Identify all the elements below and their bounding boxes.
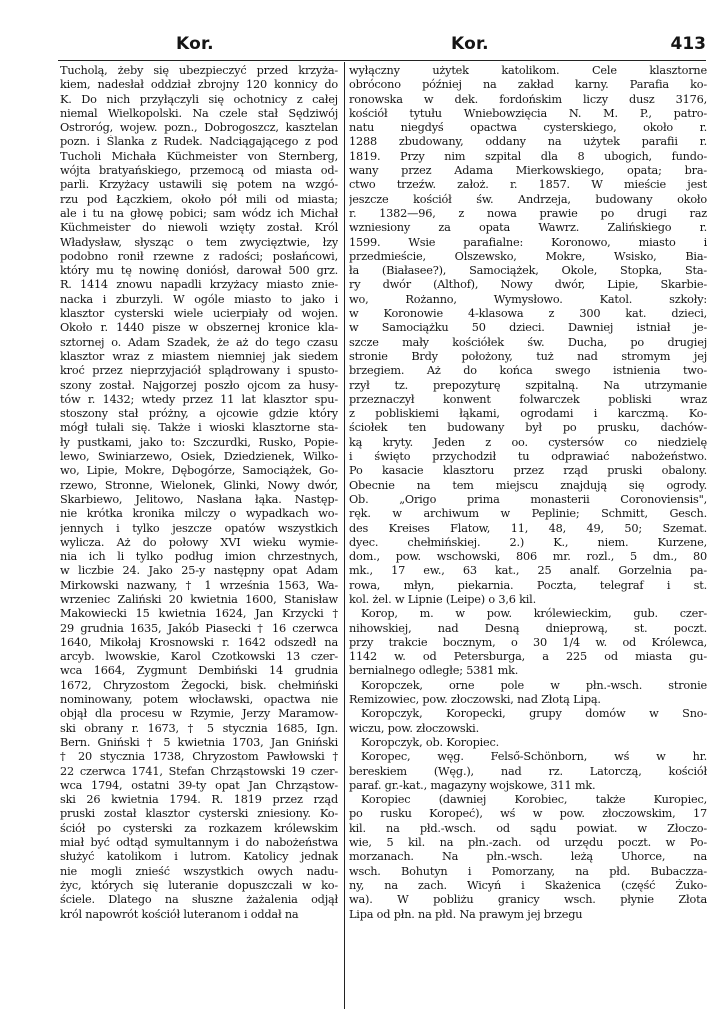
text-line: ręk. w archiwum w Peplinie; Schmitt, Gesch. [349,507,707,521]
text-line: rzył tz. prepozyturę szpitalną. Na utrzymanie [349,378,707,392]
page-number: 413 [670,34,706,54]
text-line: podobno ronił rzewne z radości; posłańcowi, [60,249,338,263]
header-rule [58,60,706,61]
running-head-right: Kor. [451,34,489,54]
text-line: r. 1382—96, z nowa prawie po drugi raz [349,206,707,220]
text-line: wiczu, pow. złoczowski. [349,721,479,735]
text-line: 1288 zbudowany, oddany na użytek parafii r. [349,135,707,149]
text-line: i święto przychodził tu odprawiać nabożeństwo. [349,450,707,464]
text-line: jeszcze kościół św. Andrzeja, budowany około [349,192,707,206]
text-line: nihowskiej, nad Desną dnieprową, st. poczt. [349,621,707,635]
text-line: który mu tę nowinę doniósł, darował 500 grz. [60,264,338,278]
text-line: w Koronowie 4-klasowa z 300 kat. dzieci, [349,307,707,321]
text-line: ctwo trzeźw. założ. r. 1857. W mieście jest [349,178,707,192]
text-line: ry dwór (Althof), Nowy dwór, Lipie, Skarbie- [349,278,707,292]
text-line: ła (Białasee?), Samociążek, Okole, Stopka, Sta- [349,264,707,278]
text-line: Ostroróg, wojew. pozn., Dobrogoszcz, kasztelan [60,121,338,135]
text-line: niemal Wielkopolski. Na czele stał Sędziwój [60,106,338,120]
text-line: w Samociążku 50 dzieci. Dawniej istniał je- [349,321,707,335]
text-line: rowa, młyn, piekarnia. Poczta, telegraf i st. [349,578,707,592]
text-line: Bern. Gniński † 5 kwietnia 1703, Jan Gniński [60,735,338,749]
text-line: miał być odtąd symultannym i do nabożeństwa [60,836,338,850]
text-line: Obecnie na tem miejscu znajdują się ogrody. [349,478,707,492]
text-line: bereskiem (Węg.), nad rz. Latorczą, kościół [349,764,707,778]
text-line: nia ich li tylko podług imion chrzestnych, [60,550,338,564]
text-line: wylicza. Aż do połowy XVI wieku wymie- [60,535,338,549]
text-line: des Kreises Flatow, 11, 48, 49, 50; Szemat. [349,521,707,535]
text-line: Lipa od płn. na płd. Na prawym jej brzegu [349,907,583,921]
text-line: 22 czerwca 1741, Stefan Chrząstowski 19 czer- [60,764,338,778]
text-line: obrócono później na zakład karny. Parafia ko- [349,78,707,92]
text-line: paraf. gr.-kat., magazyny wojskowe, 311 mk. [349,778,596,792]
text-line: wo, Rożanno, Wymysłowo. Katol. szkoły: [349,292,707,306]
text-line: nie krótka kronika milczy o wypadkach wo- [60,507,338,521]
text-line: wyłączny użytek katolikom. Cele klasztorne [349,64,707,77]
text-line: brzegiem. Aż do końca swego istnienia two- [349,364,707,378]
text-line: wsch. Bohutyn i Pomorzany, na płd. Bubaczza- [349,864,707,878]
text-line: mógł tułali się. Także i wioski klasztorne sta- [60,421,338,435]
column-divider [344,62,345,1009]
text-line: stronie Brdy położony, tuż nad stromym jej [349,349,707,363]
text-line: sztornej o. Adam Szadek, że aż do tego czasu [60,335,338,349]
text-line: szony został. Najgorzej poszło ojcom za husy- [60,378,338,392]
text-line: nominowany, potem włocławski, opactwa nie [60,693,338,707]
text-line: jennych i tylko jeszcze opatów wszystkich [60,521,338,535]
text-line: Koropczek, orne pole w płn.-wsch. stronie [361,678,707,692]
text-line: R. 1414 znowu napadli krzyżacy miasto znie- [60,278,338,292]
text-line: wzniesiony za opata Wawrz. Zalińskiego r. [349,221,707,235]
text-line: ściołek ten budowany był po prusku, dachów- [349,421,707,435]
text-line: Władysław, słysząc o tem zwycięztwie, łzy [60,235,338,249]
text-line: życ, których się luteranie dopuszczali w ko- [60,878,338,892]
text-line: kościół tytułu Wniebowzięcia N. M. P., patro- [349,106,707,120]
text-line: ski obrany r. 1673, † 5 stycznia 1685, Ign. [60,721,338,735]
text-line: natu niegdyś opactwa cysterskiego, około r. [349,121,707,135]
text-line: Koropiec (dawniej Korobiec, także Kuropiec, [361,793,707,807]
text-line: ny, na zach. Wicyń i Skażenica (część Żuko- [349,878,707,892]
text-line: rzu pod Łączkiem, około pół mili od miasta; [60,192,338,206]
text-line: wca 1794, ostatni 39-ty opat Jan Chrząstow- [60,778,338,792]
text-line: ściół po cysterski za rozkazem królewskim [60,821,338,835]
text-line: 1819. Przy nim szpital dla 8 ubogich, fundo- [349,149,707,163]
text-line: 1640, Mikołaj Krosnowski r. 1642 odszedł na [60,635,338,649]
text-line: po rusku Koropeć), wś w pow. złoczowskim, 17 [349,807,707,821]
text-line: szcze mały kościółek św. Ducha, po drugiej [349,335,707,349]
text-line: pozn. i Ślanka z Rudek. Nadciągającego z pod [60,135,338,149]
text-line: Koropczyk, ob. Koropiec. [361,735,500,749]
text-line: Skarbiewo, Jelitowo, Nasłana łąka. Następ- [60,492,338,506]
text-line: ski 26 kwietnia 1794. R. 1819 przez rząd [60,793,338,807]
text-line: nacka i zburzyli. W ogóle miasto to jako i [60,292,338,306]
text-line: klasztor wraz z miastem niemniej jak siedem [60,349,338,363]
text-line: 1672, Chryzostom Żegocki, bisk. chełmiński [60,678,338,692]
text-line: Mirkowski nazwany, † 1 września 1563, Wa- [60,578,338,592]
text-line: wany przez Adama Mierkowskiego, opata; bra- [349,164,707,178]
text-line: morzanach. Na płn.-wsch. leżą Uhorce, na [349,850,707,864]
text-line: wca 1664, Zygmunt Dembiński 14 grudnia [60,664,338,678]
text-line: Koropec, węg. Felső-Schönborn, wś w hr. [361,750,707,764]
text-line: ronowska w dek. fordońskim liczy dusz 3176, [349,92,707,106]
running-head-left: Kor. [176,34,214,54]
text-line: Tucholą, żeby się ubezpieczyć przed krzyża- [60,64,338,77]
left-column [60,64,338,922]
right-column [349,64,707,922]
text-line: Remizowiec, pow. złoczowski, nad Złotą Lipą. [349,693,601,707]
text-line: klasztor cysterski wiele ucierpiały od wojen. [60,307,338,321]
text-line: służyć katolikom i lutrom. Katolicy jednak [60,850,338,864]
text-line: z pobliskiemi łąkami, ogrodami i karczmą. Ko- [349,407,707,421]
text-line: dyec. chełmińskiej. 2.) K., niem. Kurzene, [349,535,707,549]
text-line: lewo, Swiniarzewo, Osiek, Dziedzienek, Wilko- [60,450,338,464]
text-line: wrzeniec Zaliński 20 kwietnia 1600, Stanisław [60,592,338,606]
text-line: wa). W pobliżu granicy wsch. płynie Złota [349,893,707,907]
text-line: K. Do nich przyłączyli się ochotnicy z całej [60,92,338,106]
text-line: nie mogli znieść wszystkich owych nadu- [60,864,338,878]
text-line: ale i tu na głowę pobici; sam wódz ich Michał [60,206,338,220]
text-line: Tucholi Michała Küchmeister von Sternberg, [60,149,338,163]
text-line: w liczbie 24. Jako 25-y następny opat Adam [60,564,338,578]
text-line: arcyb. lwowskie, Karol Czotkowski 13 czer- [60,650,338,664]
text-line: ką kryty. Jeden z oo. cystersów co niedzielę [349,435,707,449]
text-line: Korop, m. w pow. królewieckim, gub. czer- [361,607,707,621]
text-line: Küchmeister do niewoli wzięty został. Król [60,221,338,235]
text-line: † 20 stycznia 1738, Chryzostom Pawłowski † [60,750,338,764]
text-line: objął dla procesu w Rzymie, Jerzy Maramow- [60,707,338,721]
text-line: 1599. Wsie parafialne: Koronowo, miasto i [349,235,707,249]
text-line: przy trakcie bocznym, o 30 1/4 w. od Królewca, [349,635,707,649]
text-line: bernialnego odległe; 5381 mk. [349,664,519,678]
text-line: król napowrót kościół luteranom i oddał na [60,907,299,921]
text-line: rzewo, Stronne, Wielonek, Glinki, Nowy dwór, [60,478,338,492]
text-line: Makowiecki 15 kwietnia 1624, Jan Krzycki † [60,607,338,621]
text-line: przeznaczył konwent folwarczek pobliski wraz [349,392,707,406]
text-line: kiem, nadesłał oddział zbrojny 120 konnicy do [60,78,338,92]
text-line: pruski został klasztor cysterski zniesiony. Ko- [60,807,338,821]
text-line: 29 grudnia 1635, Jakób Piasecki † 16 czerwca [60,621,338,635]
text-line: Po kasacie klasztoru przez rząd pruski obalony. [349,464,707,478]
text-line: dom., pow. wschowski, 806 mr. rozl., 5 dm., 80 [349,550,707,564]
text-line: mk., 17 ew., 63 kat., 25 analf. Gorzelnia pa- [349,564,707,578]
text-line: kol. żel. w Lipnie (Leipe) o 3,6 kil. [349,592,536,606]
text-line: wo, Lipie, Mokre, Dębogórze, Samociążek, Go- [60,464,338,478]
text-line: przedmieście, Olszewsko, Mokre, Wsisko, Bia- [349,249,707,263]
text-line: ły pustkami, jako to: Szczurdki, Rusko, Popie- [60,435,338,449]
text-line: kroć przez nieprzyjaciół splądrowany i spusto- [60,364,338,378]
text-line: tów r. 1432; wtedy przez 11 lat klasztor spu- [60,392,338,406]
text-line: 1142 w. od Petersburga, a 225 od miasta gu- [349,650,707,664]
text-line: kil. na płd.-wsch. od sądu powiat. w Złoczo- [349,821,707,835]
text-line: ściele. Dlatego na słuszne żażalenia odjął [60,893,338,907]
text-line: wójta bratyańskiego, przemocą od miasta od- [60,164,338,178]
text-line: Koropczyk, Koropecki, grupy domów w Sno- [361,707,707,721]
text-line: Około r. 1440 pisze w obszernej kronice kla- [60,321,338,335]
text-line: Ob. „Origo prima monasterii Coronoviensis", [349,492,707,506]
text-line: parli. Krzyżacy ustawili się potem na wzgó- [60,178,338,192]
text-line: stoszony stał próżny, a ojcowie gdzie który [60,407,338,421]
text-line: wie, 5 kil. na płn.-zach. od urzędu poczt. w Po- [349,836,707,850]
